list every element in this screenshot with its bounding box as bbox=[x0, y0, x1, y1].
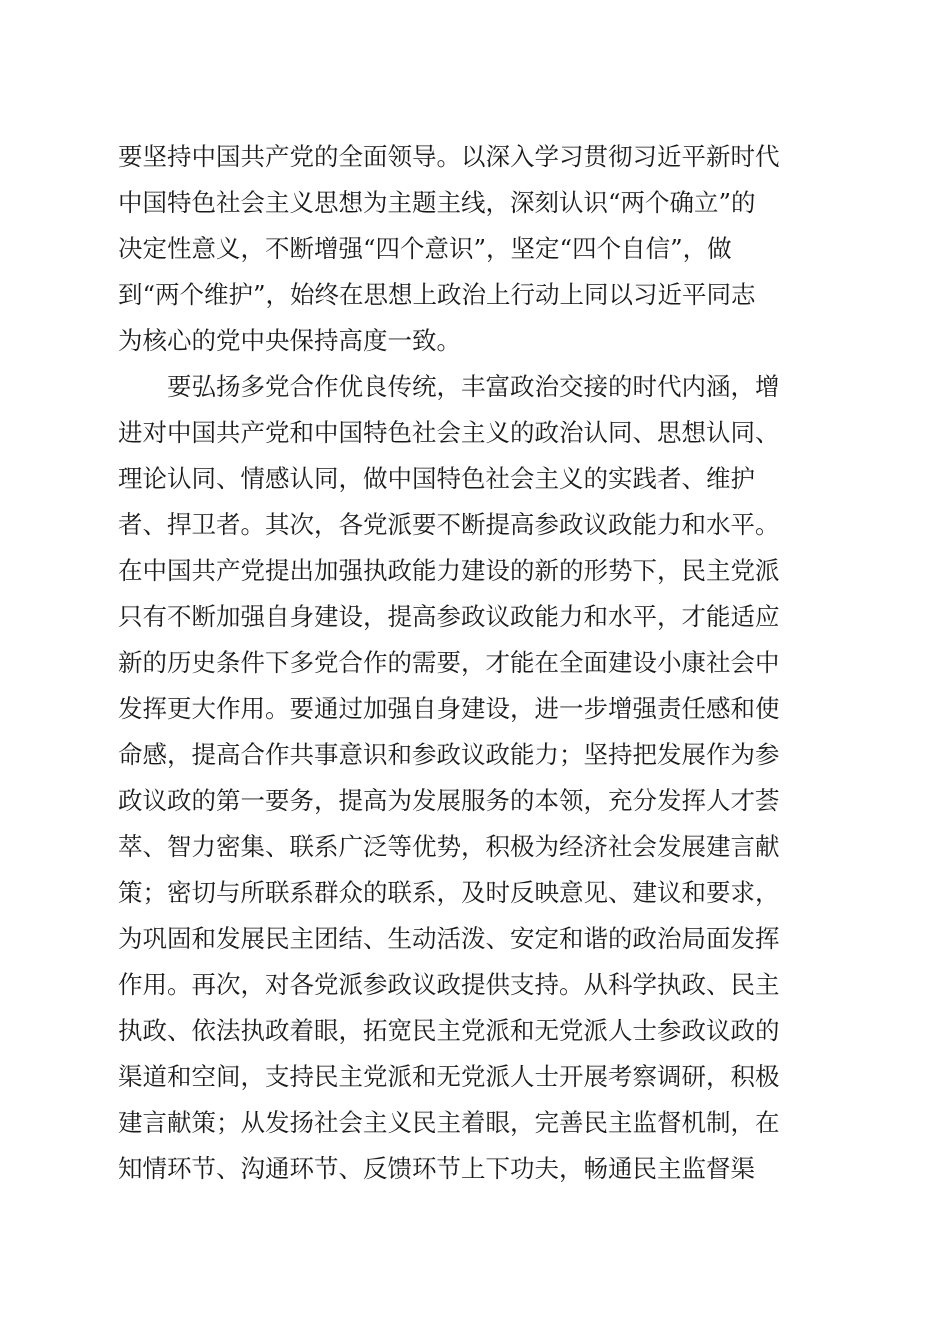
text-line: 中国特色社会主义思想为主题主线，深刻认识“两个确立”的 bbox=[118, 188, 756, 217]
body-text bbox=[118, 134, 818, 1192]
text-line: 到“两个维护”，始终在思想上政治上行动上同以习近平同志 bbox=[118, 280, 756, 309]
text-line: 在中国共产党提出加强执政能力建设的新的形势下，民主党派 bbox=[118, 556, 780, 585]
text-line: 新的历史条件下多党合作的需要，才能在全面建设小康社会中 bbox=[118, 648, 780, 677]
text-line: 政议政的第一要务，提高为发展服务的本领，充分发挥人才荟 bbox=[118, 786, 780, 815]
text-line: 进对中国共产党和中国特色社会主义的政治认同、思想认同、 bbox=[118, 418, 780, 447]
text-line: 只有不断加强自身建设，提高参政议政能力和水平，才能适应 bbox=[118, 602, 780, 631]
text-line: 理论认同、情感认同，做中国特色社会主义的实践者、维护 bbox=[118, 464, 755, 493]
text-line: 知情环节、沟通环节、反馈环节上下功夫，畅通民主监督渠 bbox=[118, 1154, 755, 1183]
text-line: 要坚持中国共产党的全面领导。以深入学习贯彻习近平新时代 bbox=[118, 142, 780, 171]
text-line: 渠道和空间，支持民主党派和无党派人士开展考察调研，积极 bbox=[118, 1062, 780, 1091]
text-line: 为巩固和发展民主团结、生动活泼、安定和谐的政治局面发挥 bbox=[118, 924, 780, 953]
text-line: 决定性意义，不断增强“四个意识”，坚定“四个自信”，做 bbox=[118, 234, 732, 263]
text-line: 命感，提高合作共事意识和参政议政能力；坚持把发展作为参 bbox=[118, 740, 780, 769]
text-line: 作用。再次，对各党派参政议政提供支持。从科学执政、民主 bbox=[118, 970, 780, 999]
text-line: 发挥更大作用。要通过加强自身建设，进一步增强责任感和使 bbox=[118, 694, 780, 723]
paragraph-first-line: 要弘扬多党合作优良传统，丰富政治交接的时代内涵，增 bbox=[167, 372, 780, 401]
text-line: 者、捍卫者。其次，各党派要不断提高参政议政能力和水平。 bbox=[118, 510, 780, 539]
text-line: 策；密切与所联系群众的联系，及时反映意见、建议和要求， bbox=[118, 878, 780, 907]
text-line: 执政、依法执政着眼，拓宽民主党派和无党派人士参政议政的 bbox=[118, 1016, 780, 1045]
text-line: 为核心的党中央保持高度一致。 bbox=[118, 326, 461, 355]
text-line: 建言献策；从发扬社会主义民主着眼，完善民主监督机制，在 bbox=[118, 1108, 780, 1137]
text-line: 萃、智力密集、联系广泛等优势，积极为经济社会发展建言献 bbox=[118, 832, 780, 861]
